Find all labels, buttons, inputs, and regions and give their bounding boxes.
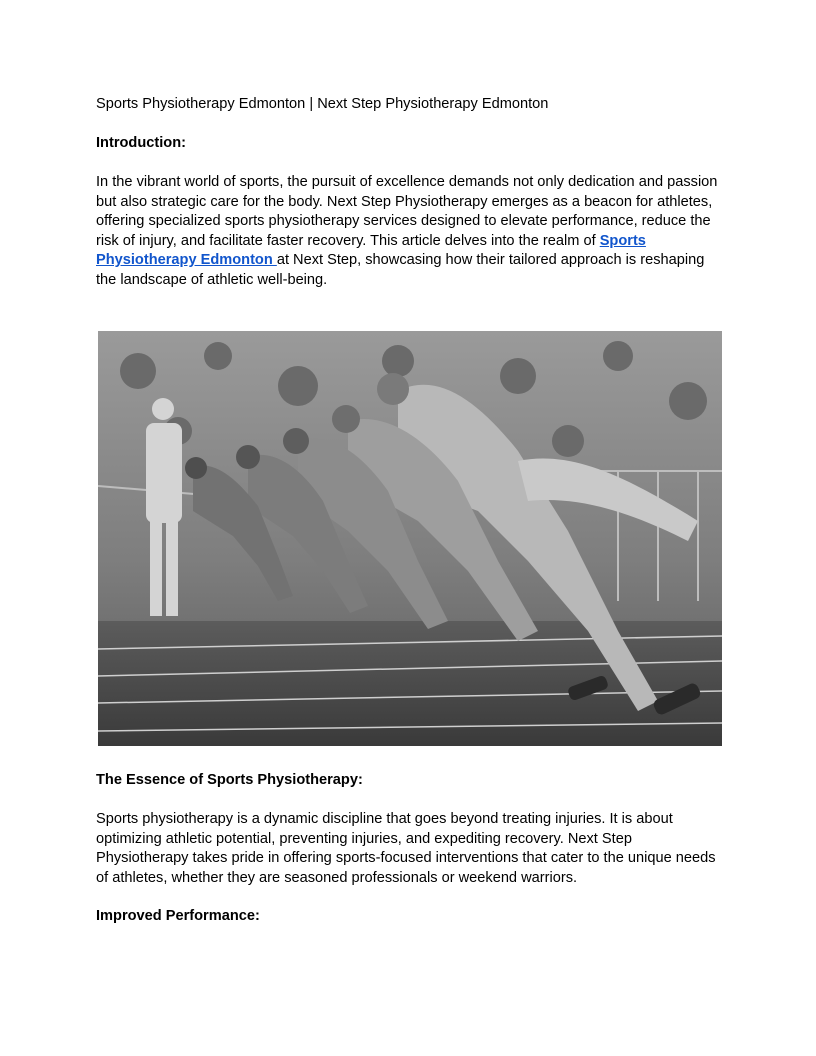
introduction-heading: Introduction: bbox=[96, 135, 186, 151]
essence-paragraph: Sports physiotherapy is a dynamic discipline that goes beyond treating injuries. It is about optimizing athletic potential, preventing injuries, and expediting recovery. Next Step Physiotherapy takes pride in offering sports-focused interventions that cater to the unique needs of athletes, whether they are seasoned professionals or weekend warriors. bbox=[96, 811, 716, 886]
document-title: Sports Physiotherapy Edmonton | Next Step Physiotherapy Edmonton bbox=[96, 96, 549, 112]
intro-text-start: In the vibrant world of sports, the pursuit of excellence demands not only dedication and passion but also strategic care for the body. Next Step Physiotherapy emerges as a beacon for athletes, offering specialized sports physiotherapy services designed to elevate performance, reduce the risk of injury, and facilitate faster recovery. This article delves into the realm of bbox=[96, 174, 718, 249]
introduction-paragraph bbox=[96, 173, 722, 290]
intro-text-end: at Next Step, showcasing how their tailored approach is reshaping the landscape of athletic well-being. bbox=[96, 252, 705, 288]
improved-performance-heading: Improved Performance: bbox=[96, 908, 260, 924]
sprinters-photo bbox=[98, 331, 722, 746]
sports-physiotherapy-link[interactable]: Sports Physiotherapy Edmonton bbox=[96, 232, 646, 268]
essence-heading: The Essence of Sports Physiotherapy: bbox=[96, 772, 363, 788]
